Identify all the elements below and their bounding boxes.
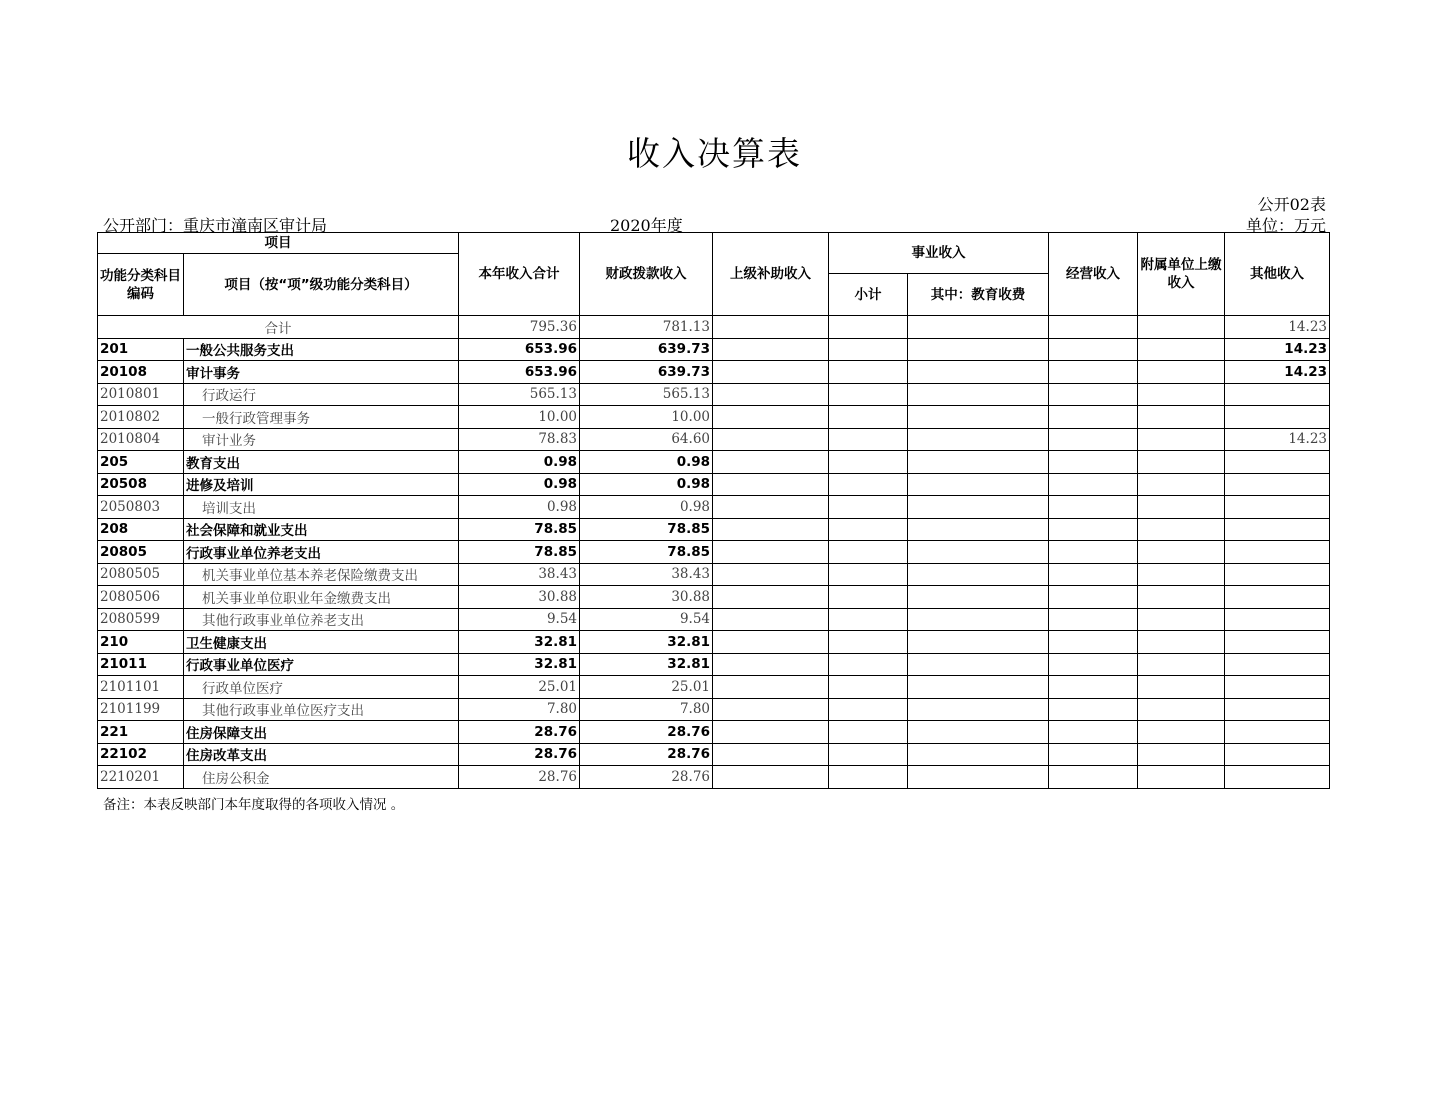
superior-cell: [713, 428, 829, 451]
code-cell: 210: [98, 631, 184, 654]
total-cell: 7.80: [459, 698, 580, 721]
other-cell: [1225, 473, 1330, 496]
header-total: 本年收入合计: [459, 233, 580, 316]
table-body: [98, 316, 1330, 789]
total-business: [1049, 316, 1138, 339]
affiliate-cell: [1138, 743, 1225, 766]
business-cell: [1049, 383, 1138, 406]
code-cell: 21011: [98, 653, 184, 676]
table-row: [98, 631, 1330, 654]
table-row: [98, 721, 1330, 744]
affiliate-cell: [1138, 406, 1225, 429]
code-cell: 20508: [98, 473, 184, 496]
name-cell: 行政单位医疗: [184, 676, 459, 699]
affiliate-cell: [1138, 541, 1225, 564]
form-number: 公开02表: [1257, 195, 1326, 214]
edu-fee-cell: [908, 631, 1049, 654]
fiscal-year: 2020年度: [610, 216, 683, 235]
affiliate-cell: [1138, 766, 1225, 789]
header-affiliate: 附属单位上缴收入: [1138, 233, 1225, 316]
table-row: [98, 338, 1330, 361]
subtotal-cell: [829, 586, 908, 609]
name-cell: 行政事业单位医疗: [184, 653, 459, 676]
code-cell: 208: [98, 518, 184, 541]
edu-fee-cell: [908, 383, 1049, 406]
subtotal-cell: [829, 451, 908, 474]
other-cell: [1225, 721, 1330, 744]
footnote: 备注：本表反映部门本年度取得的各项收入情况 。: [103, 797, 405, 813]
fiscal-cell: 28.76: [580, 743, 713, 766]
table-row: [98, 496, 1330, 519]
total-affiliate: [1138, 316, 1225, 339]
superior-cell: [713, 406, 829, 429]
total-cell: 10.00: [459, 406, 580, 429]
business-cell: [1049, 473, 1138, 496]
total-name: 合计: [98, 316, 459, 339]
name-cell: 行政事业单位养老支出: [184, 541, 459, 564]
name-cell: 社会保障和就业支出: [184, 518, 459, 541]
edu-fee-cell: [908, 518, 1049, 541]
header-item: 项目: [98, 233, 459, 254]
superior-cell: [713, 541, 829, 564]
affiliate-cell: [1138, 608, 1225, 631]
total-cell: 78.83: [459, 428, 580, 451]
business-cell: [1049, 496, 1138, 519]
edu-fee-cell: [908, 676, 1049, 699]
department-label: 公开部门：重庆市潼南区审计局: [103, 216, 328, 235]
business-cell: [1049, 361, 1138, 384]
fiscal-cell: 38.43: [580, 563, 713, 586]
fiscal-cell: 0.98: [580, 451, 713, 474]
fiscal-cell: 9.54: [580, 608, 713, 631]
edu-fee-cell: [908, 698, 1049, 721]
table-row: [98, 383, 1330, 406]
table-row: [98, 586, 1330, 609]
name-cell: 卫生健康支出: [184, 631, 459, 654]
table-row: [98, 428, 1330, 451]
table-row: [98, 676, 1330, 699]
superior-cell: [713, 676, 829, 699]
fiscal-cell: 78.85: [580, 518, 713, 541]
business-cell: [1049, 586, 1138, 609]
superior-cell: [713, 338, 829, 361]
superior-cell: [713, 518, 829, 541]
fiscal-cell: 639.73: [580, 338, 713, 361]
table-row: [98, 361, 1330, 384]
code-cell: 2010804: [98, 428, 184, 451]
other-cell: [1225, 496, 1330, 519]
total-cell: 0.98: [459, 473, 580, 496]
affiliate-cell: [1138, 428, 1225, 451]
edu-fee-cell: [908, 428, 1049, 451]
subtotal-cell: [829, 698, 908, 721]
other-cell: [1225, 406, 1330, 429]
name-cell: 一般行政管理事务: [184, 406, 459, 429]
edu-fee-cell: [908, 496, 1049, 519]
name-cell: 行政运行: [184, 383, 459, 406]
other-cell: [1225, 563, 1330, 586]
code-cell: 2080599: [98, 608, 184, 631]
edu-fee-cell: [908, 586, 1049, 609]
subtotal-cell: [829, 361, 908, 384]
business-cell: [1049, 518, 1138, 541]
table-row: [98, 698, 1330, 721]
business-cell: [1049, 338, 1138, 361]
total-superior: [713, 316, 829, 339]
business-cell: [1049, 451, 1138, 474]
code-cell: 22102: [98, 743, 184, 766]
edu-fee-cell: [908, 743, 1049, 766]
affiliate-cell: [1138, 698, 1225, 721]
fiscal-cell: 30.88: [580, 586, 713, 609]
affiliate-cell: [1138, 451, 1225, 474]
header-other: 其他收入: [1225, 233, 1330, 316]
total-cell: 653.96: [459, 361, 580, 384]
other-cell: [1225, 653, 1330, 676]
other-cell: [1225, 451, 1330, 474]
total-cell: 38.43: [459, 563, 580, 586]
other-cell: [1225, 586, 1330, 609]
superior-cell: [713, 563, 829, 586]
table-row: [98, 473, 1330, 496]
income-table: [97, 232, 1330, 789]
total-cell: 653.96: [459, 338, 580, 361]
code-cell: 2010801: [98, 383, 184, 406]
other-cell: [1225, 631, 1330, 654]
edu-fee-cell: [908, 653, 1049, 676]
other-cell: [1225, 518, 1330, 541]
subtotal-cell: [829, 766, 908, 789]
business-cell: [1049, 563, 1138, 586]
business-cell: [1049, 743, 1138, 766]
total-cell: 0.98: [459, 496, 580, 519]
superior-cell: [713, 586, 829, 609]
total-cell: 28.76: [459, 743, 580, 766]
name-cell: 机关事业单位职业年金缴费支出: [184, 586, 459, 609]
name-cell: 进修及培训: [184, 473, 459, 496]
header-business: 经营收入: [1049, 233, 1138, 316]
affiliate-cell: [1138, 653, 1225, 676]
fiscal-cell: 25.01: [580, 676, 713, 699]
superior-cell: [713, 698, 829, 721]
other-cell: [1225, 676, 1330, 699]
edu-fee-cell: [908, 541, 1049, 564]
total-cell: 28.76: [459, 721, 580, 744]
affiliate-cell: [1138, 586, 1225, 609]
superior-cell: [713, 383, 829, 406]
name-cell: 其他行政事业单位医疗支出: [184, 698, 459, 721]
total-cell: 78.85: [459, 518, 580, 541]
edu-fee-cell: [908, 451, 1049, 474]
fiscal-cell: 10.00: [580, 406, 713, 429]
fiscal-cell: 7.80: [580, 698, 713, 721]
total-fiscal: 781.13: [580, 316, 713, 339]
total-cell: 9.54: [459, 608, 580, 631]
superior-cell: [713, 743, 829, 766]
code-cell: 2101199: [98, 698, 184, 721]
table-row: [98, 451, 1330, 474]
business-cell: [1049, 428, 1138, 451]
superior-cell: [713, 721, 829, 744]
name-cell: 一般公共服务支出: [184, 338, 459, 361]
code-cell: 2010802: [98, 406, 184, 429]
code-cell: 2080505: [98, 563, 184, 586]
code-cell: 221: [98, 721, 184, 744]
business-cell: [1049, 608, 1138, 631]
subtotal-cell: [829, 518, 908, 541]
business-cell: [1049, 653, 1138, 676]
affiliate-cell: [1138, 631, 1225, 654]
fiscal-cell: 0.98: [580, 473, 713, 496]
total-row: [98, 316, 1330, 339]
edu-fee-cell: [908, 721, 1049, 744]
fiscal-cell: 32.81: [580, 653, 713, 676]
subtotal-cell: [829, 631, 908, 654]
subtotal-cell: [829, 653, 908, 676]
superior-cell: [713, 631, 829, 654]
table-row: [98, 406, 1330, 429]
name-cell: 住房公积金: [184, 766, 459, 789]
subtotal-cell: [829, 743, 908, 766]
edu-fee-cell: [908, 406, 1049, 429]
edu-fee-cell: [908, 608, 1049, 631]
header-superior: 上级补助收入: [713, 233, 829, 316]
other-cell: 14.23: [1225, 338, 1330, 361]
subtotal-cell: [829, 541, 908, 564]
fiscal-cell: 28.76: [580, 766, 713, 789]
name-cell: 其他行政事业单位养老支出: [184, 608, 459, 631]
table-row: [98, 743, 1330, 766]
total-cell: 565.13: [459, 383, 580, 406]
other-cell: 14.23: [1225, 428, 1330, 451]
superior-cell: [713, 653, 829, 676]
total-cell: 0.98: [459, 451, 580, 474]
other-cell: [1225, 383, 1330, 406]
table-row: [98, 541, 1330, 564]
business-cell: [1049, 698, 1138, 721]
subtotal-cell: [829, 676, 908, 699]
header-subtotal: 小计: [829, 274, 908, 316]
fiscal-cell: 32.81: [580, 631, 713, 654]
affiliate-cell: [1138, 721, 1225, 744]
fiscal-cell: 64.60: [580, 428, 713, 451]
name-cell: 审计事务: [184, 361, 459, 384]
code-cell: 2101101: [98, 676, 184, 699]
unit-label: 单位：万元: [1245, 216, 1326, 235]
business-cell: [1049, 721, 1138, 744]
business-cell: [1049, 406, 1138, 429]
header-fiscal: 财政拨款收入: [580, 233, 713, 316]
superior-cell: [713, 473, 829, 496]
other-cell: [1225, 743, 1330, 766]
affiliate-cell: [1138, 361, 1225, 384]
affiliate-cell: [1138, 338, 1225, 361]
affiliate-cell: [1138, 383, 1225, 406]
total-cell: 78.85: [459, 541, 580, 564]
code-cell: 20805: [98, 541, 184, 564]
affiliate-cell: [1138, 563, 1225, 586]
affiliate-cell: [1138, 676, 1225, 699]
total-cell: 32.81: [459, 653, 580, 676]
subtotal-cell: [829, 473, 908, 496]
subtotal-cell: [829, 338, 908, 361]
total-subtotal: [829, 316, 908, 339]
fiscal-cell: 78.85: [580, 541, 713, 564]
superior-cell: [713, 608, 829, 631]
superior-cell: [713, 361, 829, 384]
table-row: [98, 563, 1330, 586]
fiscal-cell: 28.76: [580, 721, 713, 744]
table-row: [98, 766, 1330, 789]
fiscal-cell: 565.13: [580, 383, 713, 406]
name-cell: 审计业务: [184, 428, 459, 451]
other-cell: [1225, 541, 1330, 564]
edu-fee-cell: [908, 766, 1049, 789]
total-amount: 795.36: [459, 316, 580, 339]
page-title: 收入决算表: [627, 134, 802, 173]
fiscal-cell: 639.73: [580, 361, 713, 384]
name-cell: 教育支出: [184, 451, 459, 474]
name-cell: 培训支出: [184, 496, 459, 519]
code-cell: 2080506: [98, 586, 184, 609]
edu-fee-cell: [908, 563, 1049, 586]
edu-fee-cell: [908, 361, 1049, 384]
business-cell: [1049, 541, 1138, 564]
subtotal-cell: [829, 608, 908, 631]
other-cell: 14.23: [1225, 361, 1330, 384]
total-edu-fee: [908, 316, 1049, 339]
table-row: [98, 653, 1330, 676]
code-cell: 20108: [98, 361, 184, 384]
name-cell: 机关事业单位基本养老保险缴费支出: [184, 563, 459, 586]
subtotal-cell: [829, 406, 908, 429]
header-code: 功能分类科目编码: [98, 254, 184, 316]
total-other: 14.23: [1225, 316, 1330, 339]
subtotal-cell: [829, 383, 908, 406]
affiliate-cell: [1138, 473, 1225, 496]
edu-fee-cell: [908, 473, 1049, 496]
business-cell: [1049, 631, 1138, 654]
business-cell: [1049, 676, 1138, 699]
superior-cell: [713, 766, 829, 789]
superior-cell: [713, 496, 829, 519]
total-cell: 30.88: [459, 586, 580, 609]
table-row: [98, 608, 1330, 631]
header-career: 事业收入: [829, 233, 1049, 274]
affiliate-cell: [1138, 518, 1225, 541]
code-cell: 205: [98, 451, 184, 474]
total-cell: 32.81: [459, 631, 580, 654]
code-cell: 201: [98, 338, 184, 361]
table-row: [98, 518, 1330, 541]
code-cell: 2050803: [98, 496, 184, 519]
fiscal-cell: 0.98: [580, 496, 713, 519]
other-cell: [1225, 766, 1330, 789]
other-cell: [1225, 608, 1330, 631]
subtotal-cell: [829, 721, 908, 744]
header-name: 项目（按“项”级功能分类科目）: [184, 254, 459, 316]
subtotal-cell: [829, 428, 908, 451]
other-cell: [1225, 698, 1330, 721]
name-cell: 住房改革支出: [184, 743, 459, 766]
business-cell: [1049, 766, 1138, 789]
code-cell: 2210201: [98, 766, 184, 789]
total-cell: 25.01: [459, 676, 580, 699]
edu-fee-cell: [908, 338, 1049, 361]
affiliate-cell: [1138, 496, 1225, 519]
name-cell: 住房保障支出: [184, 721, 459, 744]
subtotal-cell: [829, 563, 908, 586]
superior-cell: [713, 451, 829, 474]
subtotal-cell: [829, 496, 908, 519]
total-cell: 28.76: [459, 766, 580, 789]
header-edu-fee: 其中：教育收费: [908, 274, 1049, 316]
table-header: [98, 233, 1330, 316]
